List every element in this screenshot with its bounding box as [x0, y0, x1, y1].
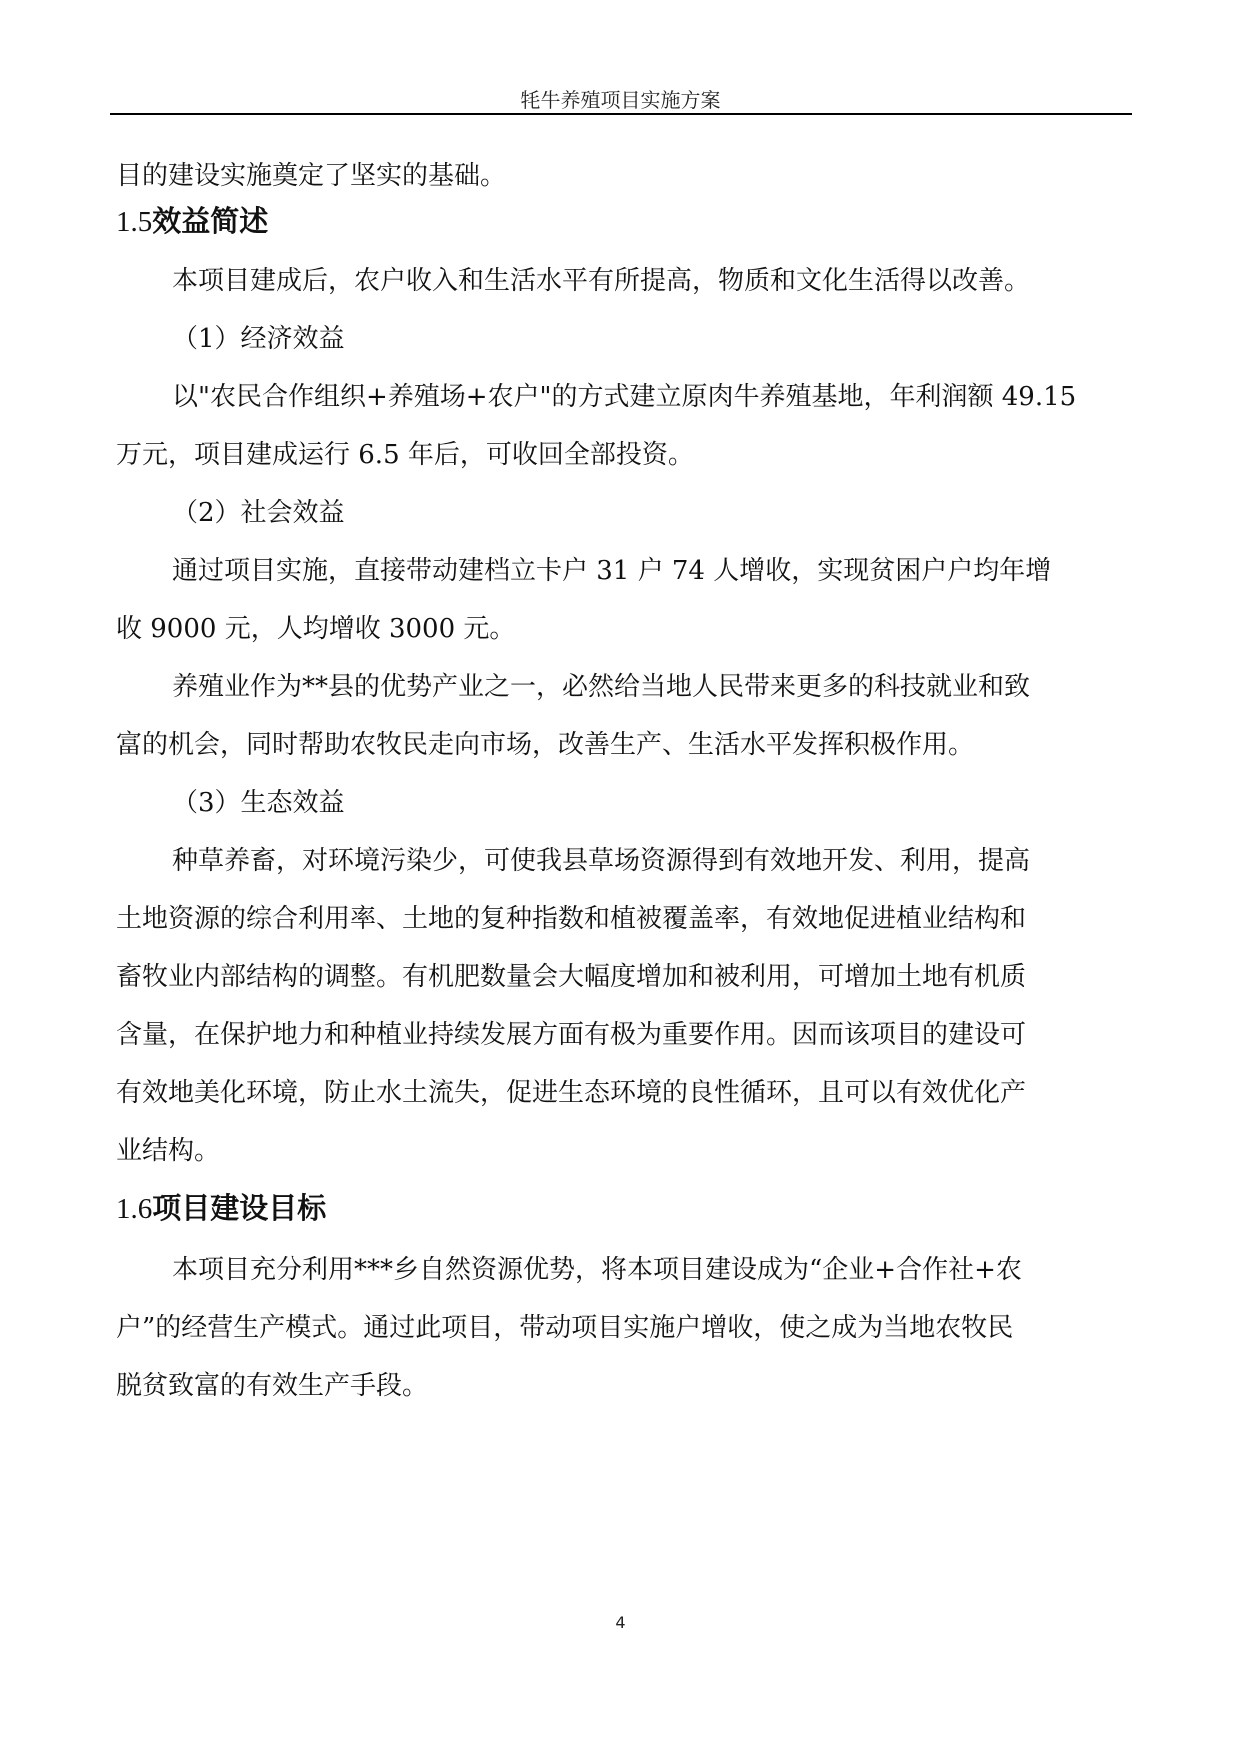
paragraph-line: 有效地美化环境，防止水土流失，促进生态环境的良性循环，且可以有效优化产	[116, 1078, 1027, 1108]
paragraph-line: 畜牧业内部结构的调整。有机肥数量会大幅度增加和被利用，可增加土地有机质	[116, 962, 1027, 992]
header-divider	[110, 113, 1132, 115]
paragraph-line: 本项目建成后，农户收入和生活水平有所提高，物质和文化生活得以改善。	[172, 266, 1031, 296]
subsection-label: （2）社会效益	[172, 498, 345, 528]
section-number: 1.5	[116, 206, 153, 238]
paragraph-line: 户”的经营生产模式。通过此项目，带动项目实施户增收，使之成为当地农牧民	[116, 1313, 1014, 1343]
section-heading-1-5	[116, 204, 268, 239]
subsection-label: （3）生态效益	[172, 788, 345, 818]
paragraph-line: 富的机会，同时帮助农牧民走向市场，改善生产、生活水平发挥积极作用。	[116, 730, 975, 760]
paragraph-line: 目的建设实施奠定了坚实的基础。	[116, 161, 507, 191]
section-number: 1.6	[116, 1193, 153, 1225]
paragraph-line: 收 9000 元，人均增收 3000 元。	[116, 614, 516, 644]
paragraph-line: 业结构。	[116, 1136, 221, 1166]
section-title: 效益简述	[152, 204, 269, 238]
paragraph-line: 种草养畜，对环境污染少，可使我县草场资源得到有效地开发、利用，提高	[172, 846, 1031, 876]
paragraph-line: 养殖业作为**县的优势产业之一，必然给当地人民带来更多的科技就业和致	[172, 672, 1031, 702]
paragraph-line: 万元，项目建成运行 6.5 年后，可收回全部投资。	[116, 440, 694, 470]
page-number: 4	[615, 1613, 626, 1632]
paragraph-line: 以"农民合作组织+养殖场+农户"的方式建立原肉牛养殖基地，年利润额 49.15	[172, 382, 1077, 412]
paragraph-line: 通过项目实施，直接带动建档立卡户 31 户 74 人增收，实现贫困户户均年增	[172, 556, 1052, 586]
section-heading-1-6	[116, 1191, 326, 1226]
section-title: 项目建设目标	[152, 1191, 327, 1225]
subsection-label: （1）经济效益	[172, 324, 345, 354]
paragraph-line: 含量，在保护地力和种植业持续发展方面有极为重要作用。因而该项目的建设可	[116, 1020, 1027, 1050]
paragraph-line: 脱贫致富的有效生产手段。	[116, 1371, 429, 1401]
paragraph-line: 本项目充分利用***乡自然资源优势，将本项目建设成为“企业+合作社+农	[172, 1255, 1022, 1285]
running-header: 牦牛养殖项目实施方案	[520, 88, 721, 112]
paragraph-line: 土地资源的综合利用率、土地的复种指数和植被覆盖率，有效地促进植业结构和	[116, 904, 1027, 934]
